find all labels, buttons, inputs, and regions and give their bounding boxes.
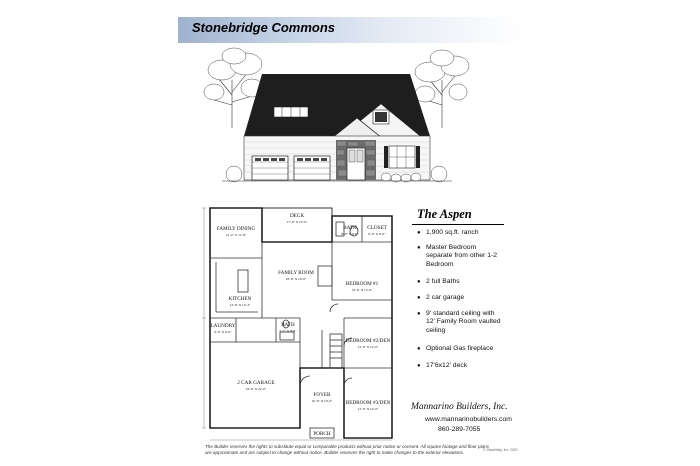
- bedroom1-size: 14'-6" X 15'-6": [351, 288, 373, 292]
- bath1-size: 8'-0" X 8'-0": [341, 232, 359, 236]
- family-room-label: FAMILY ROOM: [278, 270, 314, 276]
- disclaimer-text: The Builder reserves the rights to substitute equal or comparable products without prior notice or consent. All square footage and floor plans are approximate and are subject to change without notice. Builder reserves the right to make changes to the exterior elevations.: [205, 444, 490, 455]
- bedroom2-label: BEDROOM #2/DEN: [345, 338, 391, 344]
- foyer-label: FOYER: [313, 392, 331, 398]
- feature-item: 2 car garage: [426, 294, 465, 301]
- bullet-icon: ●: [417, 245, 421, 251]
- bedroom3-label: BEDROOM #3/DEN: [345, 400, 391, 406]
- bedroom1-label: BEDROOM #1: [345, 281, 379, 287]
- model-title-underline: [412, 224, 504, 225]
- builder-phone: 860-289-7055: [438, 426, 481, 433]
- garage-label: 2 CAR GARAGE: [237, 380, 275, 386]
- bullet-icon: ●: [417, 279, 421, 285]
- copyright-text: © StoneWay, Inc. 2020: [483, 448, 518, 452]
- family-dining-size: 12'-2" X 11'-8": [225, 233, 247, 237]
- kitchen-size: 12'-0" X 13'-4": [229, 303, 251, 307]
- feature-item: Optional Gas fireplace: [426, 345, 494, 352]
- builder-name: Mannarino Builders, Inc.: [411, 402, 508, 412]
- bath2-label: BATH: [281, 322, 295, 328]
- kitchen-label: KITCHEN: [228, 296, 252, 302]
- bedroom3-size: 12'-0" X 12'-6": [357, 407, 379, 411]
- feature-item: 17'6x12' deck: [426, 362, 468, 369]
- bedroom2-size: 12'-0" X 12'-0": [357, 345, 379, 349]
- garage-size: 24'-0" X 22'-0": [245, 387, 267, 391]
- feature-item: Master Bedroom separate from other 1-2 Bedroom: [426, 244, 498, 268]
- porch-label: PORCH: [313, 431, 331, 437]
- feature-item: 2 full Baths: [426, 278, 460, 285]
- builder-url[interactable]: www.mannarinobuilders.com: [425, 416, 512, 423]
- model-title: The Aspen: [417, 207, 472, 221]
- bath2-size: 7'-2" X 8'-0": [279, 329, 297, 333]
- bath1-label: BATH: [343, 225, 357, 231]
- laundry-size: 6'-0" X 6'-0": [214, 330, 232, 334]
- bullet-icon: ●: [417, 363, 421, 369]
- bullet-icon: ●: [417, 230, 421, 236]
- feature-item: 9' standard ceiling with 12' Family Room vaulted ceiling: [426, 310, 501, 334]
- foyer-size: 10'-0" X 10'-0": [311, 399, 333, 403]
- bullet-icon: ●: [417, 346, 421, 352]
- closet-label: CLOSET: [367, 225, 387, 231]
- family-room-size: 18'-0" X 16'-0": [285, 277, 307, 281]
- deck-size: 17'-6" X 12'-0": [286, 220, 308, 224]
- community-title: Stonebridge Commons: [192, 20, 336, 35]
- closet-size: 6'-0" X 8'-0": [368, 232, 386, 236]
- family-dining-label: FAMILY DINING: [216, 226, 256, 232]
- feature-item: 1,900 sq.ft. ranch: [426, 229, 479, 236]
- deck-label: DECK: [289, 213, 305, 219]
- laundry-label: LAUNDRY: [210, 323, 236, 329]
- bullet-icon: ●: [417, 295, 421, 301]
- bullet-icon: ●: [417, 311, 421, 317]
